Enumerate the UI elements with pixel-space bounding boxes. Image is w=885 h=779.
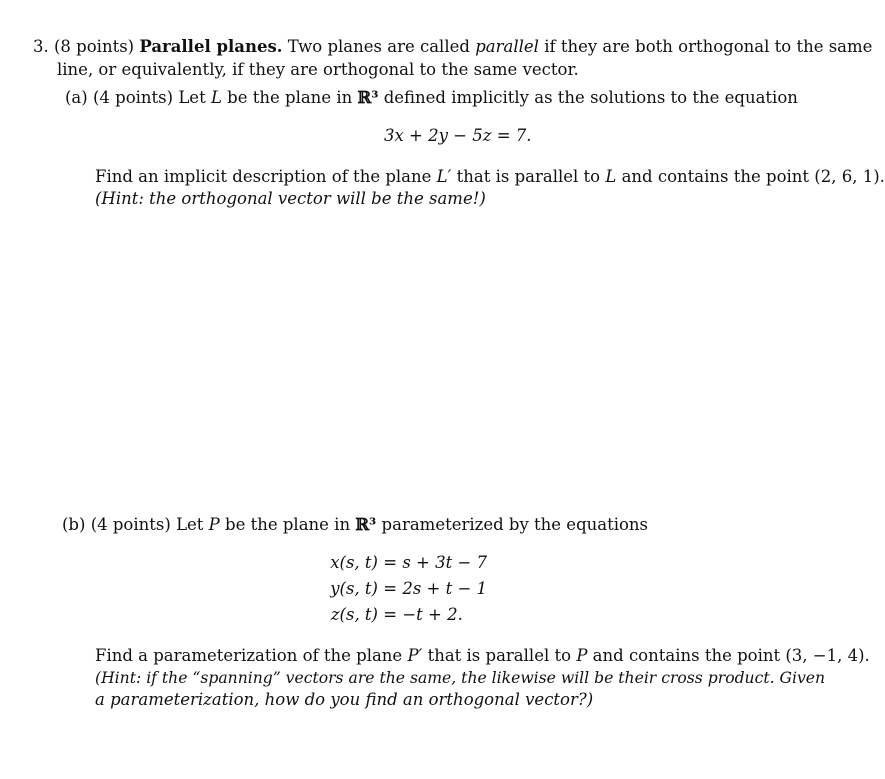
part-b-stmt-post: parameterized by the equations [381,515,649,534]
problem-title: Parallel planes. [139,37,283,56]
part-b-equation-y [316,578,487,600]
part-b-statement [62,514,648,536]
part-a-hint: (Hint: the orthogonal vector will be the same!) [95,189,486,208]
part-b-task-post: and contains the point (3, −1, 4). [592,646,870,665]
part-b-task [95,645,870,667]
part-a-statement [65,87,798,109]
part-b-points: (4 points) [90,515,171,534]
part-a-stmt-mid: be the plane in [227,88,353,107]
intro-text-pre: Two planes are called [287,37,470,56]
part-a-task-var2: L [605,167,617,186]
part-b-stmt-pre: Let [176,515,204,534]
part-a-stmt-pre: Let [178,88,206,107]
part-b-stmt-mid: be the plane in [225,515,351,534]
equation-rhs: = s + 3t − 7 [383,553,488,572]
problem-header-line1 [33,36,872,58]
part-a-equation: 3x + 2y − 5z = 7. [384,126,532,145]
part-a-points: (4 points) [92,88,174,107]
part-a-stmt-post: defined implicitly as the solutions to the equation [383,88,798,107]
part-b-equation-x [316,552,487,574]
part-a-task-post: and contains the point (2, 6, 1). [621,167,885,186]
part-b-var-p: P [208,515,220,534]
part-a-var-l: L [210,88,222,107]
part-b-task-pre: Find a parameterization of the plane [95,646,403,665]
part-b-task-var2: P [576,646,588,665]
part-b-space: ℝ³ [355,515,377,534]
part-b-hint-line2: a parameterization, how do you find an orthogonal vector?) [95,690,594,709]
part-b-label: (b) [62,515,86,534]
part-b-equation-z [316,604,463,626]
equation-rhs: = −t + 2. [383,605,463,624]
equation-lhs: z(s, t) [330,605,378,624]
part-a-label: (a) [65,88,88,107]
part-a-space: ℝ³ [357,88,379,107]
equation-rhs: = 2s + t − 1 [383,579,488,598]
part-a-task-pre: Find an implicit description of the plane [95,167,432,186]
part-a-task [95,166,885,188]
problem-points: (8 points) [54,37,135,56]
intro-text-post: if they are both orthogonal to the same [544,37,873,56]
part-a-task-var: L′ [436,167,452,186]
equation-lhs: x(s, t) [330,553,378,572]
part-b-task-var: P′ [407,646,423,665]
part-a-task-mid: that is parallel to [456,167,601,186]
part-b-task-mid: that is parallel to [427,646,572,665]
equation-lhs: y(s, t) [330,579,378,598]
intro-term-parallel: parallel [475,37,539,56]
problem-number: 3. [33,37,49,56]
part-b-hint-line1: (Hint: if the “spanning” vectors are the same, the likewise will be their cross product. Given [95,669,826,687]
problem-header-line2: line, or equivalently, if they are orthogonal to the same vector. [57,60,579,79]
